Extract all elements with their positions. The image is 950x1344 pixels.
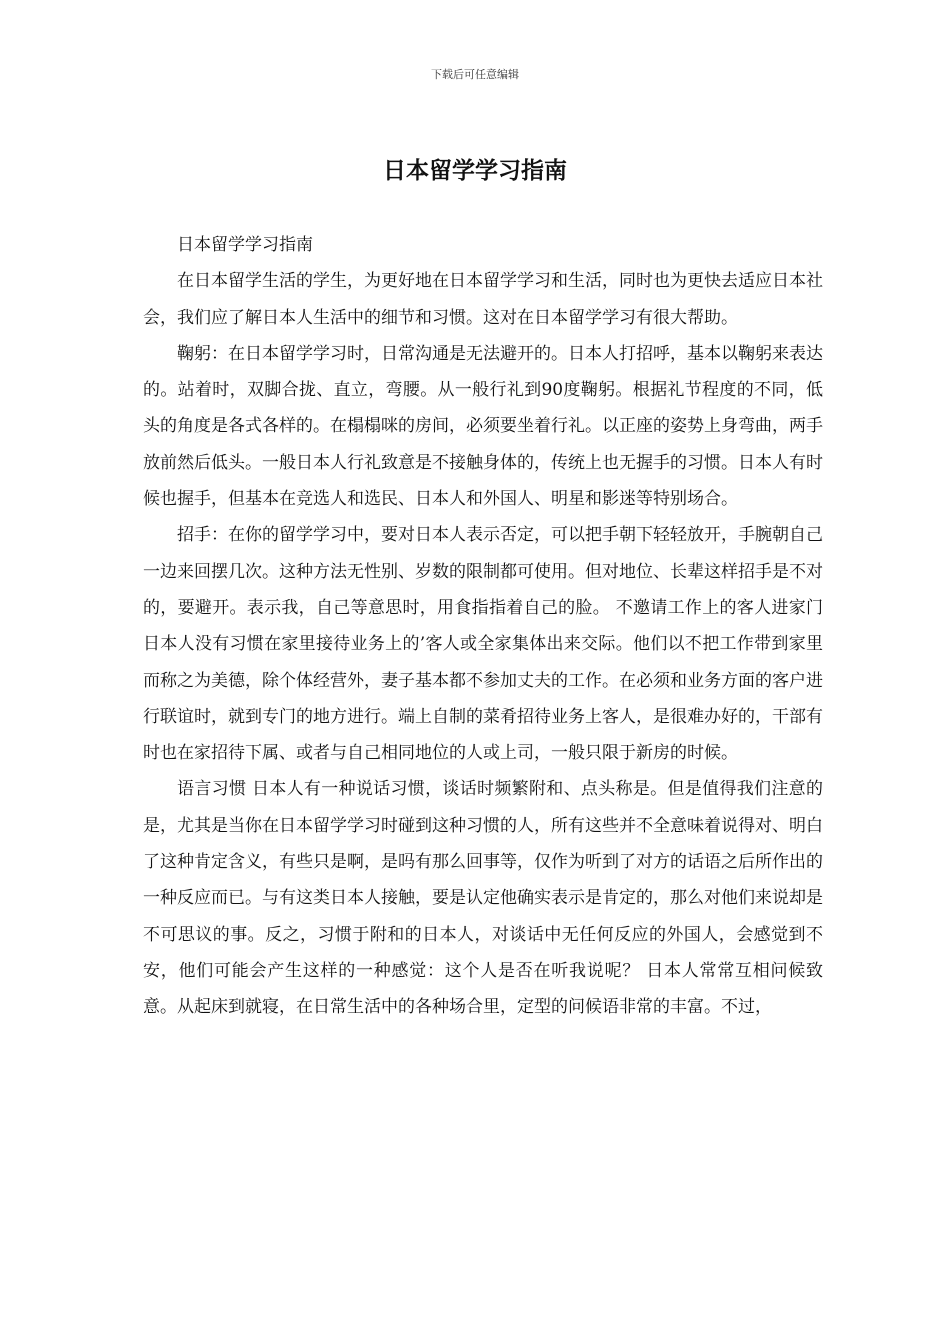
paragraph: 日本留学学习指南 [177, 235, 313, 255]
paragraph: 在日本留学生活的学生，为更好地在日本留学学习和生活，同时也为更快去适应日本社会，我们应了解日本人生活中的细节和习惯。这对在日本留学学习有很大帮助。 [143, 271, 823, 328]
document-title: 日本留学学习指南 [383, 158, 567, 184]
paragraph: 鞠躬：在日本留学学习时，日常沟通是无法避开的。日本人打招呼，基本以鞠躬来表达的。站着时，双脚合拢、直立，弯腰。从一般行礼到90度鞠躬。根据礼节程度的不同，低头的角度是各式各样的。在榻榻咪的房间，必须要坐着行礼。以正座的姿势上身弯曲，两手放前然后低头。一般日本人行礼致意是不接触身体的，传统上也无握手的习惯。日本人有时候也握手，但基本在竞选人和选民、日本人和外国人、明星和影迷等特别场合。 [143, 343, 823, 510]
paragraph: 语言习惯 日本人有一种说话习惯，谈话时频繁附和、点头称是。但是值得我们注意的是，尤其是当你在日本留学学习时碰到这种习惯的人，所有这些并不全意味着说得对、明白了这种肯定含义，有些只是啊，是吗有那么回事等，仅作为听到了对方的话语之后所作出的一种反应而已。与有这类日本人接触，要是认定他确实表示是肯定的，那么对他们来说却是不可思议的事。反之，习惯于附和的日本人，对谈话中无任何反应的外国人，会感觉到不安，他们可能会产生这样的一种感觉：这个人是否在听我说呢？ 日本人常常互相问候致意。从起床到就寝，在日常生活中的各种场合里，定型的问候语非常的丰富。不过， [143, 779, 823, 1018]
document-body [143, 227, 823, 1026]
paragraph: 招手：在你的留学学习中，要对日本人表示否定，可以把手朝下轻轻放开，手腕朝自己一边来回摆几次。这种方法无性别、岁数的限制都可使用。但对地位、长辈这样招手是不对的，要避开。表示我，自己等意思时，用食指指着自己的脸。 不邀请工作上的客人进家门 日本人没有习惯在家里接待业务上的’客人或全家集体出来交际。他们以不把工作带到家里而称之为美德，除个体经营外，妻子基本都不参加丈夫的工作。在必须和业务方面的客户进行联谊时，就到专门的地方进行。端上自制的菜肴招待业务上客人，是很难办好的，干部有时也在家招待下属、或者与自己相同地位的人或上司，一般只限于新房的时候。 [143, 525, 823, 764]
header-note: 下载后可任意编辑 [431, 68, 519, 81]
